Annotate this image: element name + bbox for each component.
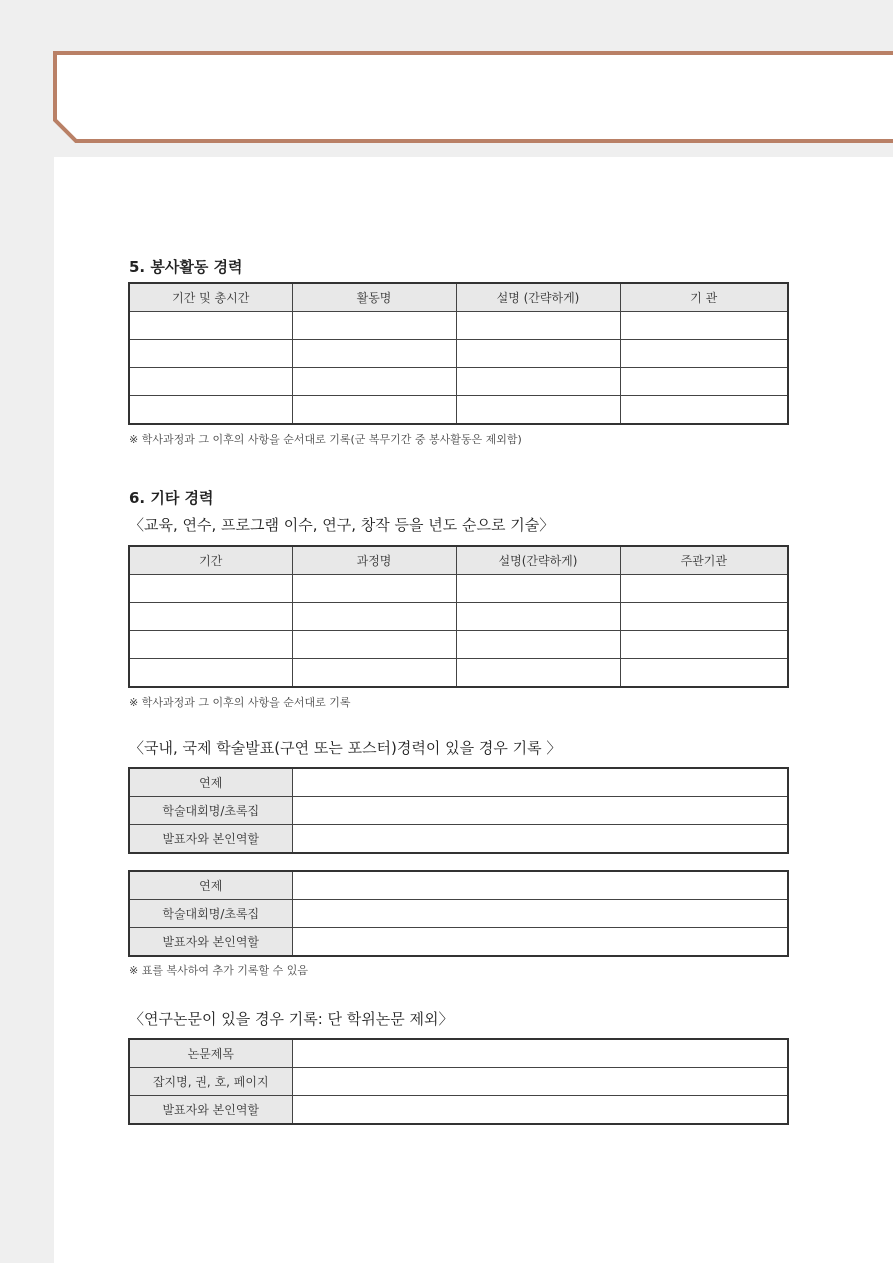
entry-cell[interactable] bbox=[292, 340, 456, 368]
entry-cell[interactable] bbox=[456, 575, 620, 603]
column-header: 주관기관 bbox=[620, 546, 788, 575]
entry-cell[interactable] bbox=[292, 312, 456, 340]
row-label: 발표자와 본인역할 bbox=[129, 1096, 292, 1125]
presentation-table-1 bbox=[128, 767, 789, 854]
other-table bbox=[128, 545, 789, 688]
entry-cell[interactable] bbox=[292, 928, 788, 957]
row-label: 학술대회명/초록집 bbox=[129, 797, 292, 825]
row-label: 학술대회명/초록집 bbox=[129, 900, 292, 928]
entry-cell[interactable] bbox=[620, 312, 788, 340]
other-subheading: 〈교육, 연수, 프로그램 이수, 연구, 창작 등을 년도 순으로 기술〉 bbox=[129, 516, 555, 534]
other-heading: 6. 기타 경력 bbox=[129, 489, 214, 507]
entry-cell[interactable] bbox=[129, 659, 292, 688]
entry-cell[interactable] bbox=[620, 631, 788, 659]
entry-cell[interactable] bbox=[129, 603, 292, 631]
entry-cell[interactable] bbox=[292, 575, 456, 603]
entry-cell[interactable] bbox=[292, 1068, 788, 1096]
column-header: 과정명 bbox=[292, 546, 456, 575]
table-row bbox=[129, 340, 788, 368]
entry-cell[interactable] bbox=[129, 368, 292, 396]
table-row bbox=[129, 575, 788, 603]
column-header: 설명(간략하게) bbox=[456, 546, 620, 575]
table-row bbox=[129, 768, 788, 797]
entry-cell[interactable] bbox=[292, 631, 456, 659]
entry-cell[interactable] bbox=[456, 340, 620, 368]
presentation-heading: 〈국내, 국제 학술발표(구연 또는 포스터)경력이 있을 경우 기록 〉 bbox=[129, 739, 562, 757]
table-row bbox=[129, 871, 788, 900]
other-note: ※ 학사과정과 그 이후의 사항을 순서대로 기록 bbox=[129, 696, 351, 709]
papers-table bbox=[128, 1038, 789, 1125]
table-row bbox=[129, 1068, 788, 1096]
table-row bbox=[129, 603, 788, 631]
entry-cell[interactable] bbox=[292, 1096, 788, 1125]
presentation-table-2 bbox=[128, 870, 789, 957]
entry-cell[interactable] bbox=[292, 368, 456, 396]
entry-cell[interactable] bbox=[456, 368, 620, 396]
entry-cell[interactable] bbox=[292, 603, 456, 631]
table-row bbox=[129, 1039, 788, 1068]
column-header: 기간 및 총시간 bbox=[129, 283, 292, 312]
entry-cell[interactable] bbox=[620, 603, 788, 631]
entry-cell[interactable] bbox=[292, 1039, 788, 1068]
volunteer-header-row bbox=[129, 283, 788, 312]
table-row bbox=[129, 396, 788, 425]
entry-cell[interactable] bbox=[620, 659, 788, 688]
entry-cell[interactable] bbox=[292, 871, 788, 900]
entry-cell[interactable] bbox=[129, 312, 292, 340]
table-row bbox=[129, 659, 788, 688]
entry-cell[interactable] bbox=[620, 575, 788, 603]
entry-cell[interactable] bbox=[129, 575, 292, 603]
header-banner bbox=[0, 0, 893, 160]
entry-cell[interactable] bbox=[292, 768, 788, 797]
column-header: 기간 bbox=[129, 546, 292, 575]
entry-cell[interactable] bbox=[456, 659, 620, 688]
column-header: 활동명 bbox=[292, 283, 456, 312]
entry-cell[interactable] bbox=[129, 631, 292, 659]
entry-cell[interactable] bbox=[129, 340, 292, 368]
table-row bbox=[129, 928, 788, 957]
row-label: 연제 bbox=[129, 768, 292, 797]
entry-cell[interactable] bbox=[129, 396, 292, 425]
entry-cell[interactable] bbox=[292, 900, 788, 928]
entry-cell[interactable] bbox=[456, 312, 620, 340]
row-label: 논문제목 bbox=[129, 1039, 292, 1068]
entry-cell[interactable] bbox=[292, 659, 456, 688]
table-row bbox=[129, 312, 788, 340]
table-row bbox=[129, 900, 788, 928]
volunteer-note: ※ 학사과정과 그 이후의 사항을 순서대로 기록(군 복무기간 중 봉사활동은 제외함) bbox=[129, 433, 522, 446]
table-row bbox=[129, 368, 788, 396]
row-label: 발표자와 본인역할 bbox=[129, 825, 292, 854]
volunteer-heading: 5. 봉사활동 경력 bbox=[129, 258, 243, 276]
entry-cell[interactable] bbox=[620, 340, 788, 368]
table-row bbox=[129, 825, 788, 854]
row-label: 발표자와 본인역할 bbox=[129, 928, 292, 957]
presentation-note: ※ 표를 복사하여 추가 기록할 수 있음 bbox=[129, 964, 308, 977]
entry-cell[interactable] bbox=[292, 825, 788, 854]
row-label: 연제 bbox=[129, 871, 292, 900]
volunteer-table bbox=[128, 282, 789, 425]
entry-cell[interactable] bbox=[456, 603, 620, 631]
entry-cell[interactable] bbox=[292, 396, 456, 425]
table-row bbox=[129, 1096, 788, 1125]
papers-heading: 〈연구논문이 있을 경우 기록: 단 학위논문 제외〉 bbox=[129, 1010, 454, 1028]
entry-cell[interactable] bbox=[456, 631, 620, 659]
column-header: 기 관 bbox=[620, 283, 788, 312]
table-row bbox=[129, 631, 788, 659]
entry-cell[interactable] bbox=[292, 797, 788, 825]
table-row bbox=[129, 797, 788, 825]
entry-cell[interactable] bbox=[620, 396, 788, 425]
column-header: 설명 (간략하게) bbox=[456, 283, 620, 312]
other-header-row bbox=[129, 546, 788, 575]
entry-cell[interactable] bbox=[620, 368, 788, 396]
row-label: 잡지명, 권, 호, 페이지 bbox=[129, 1068, 292, 1096]
entry-cell[interactable] bbox=[456, 396, 620, 425]
